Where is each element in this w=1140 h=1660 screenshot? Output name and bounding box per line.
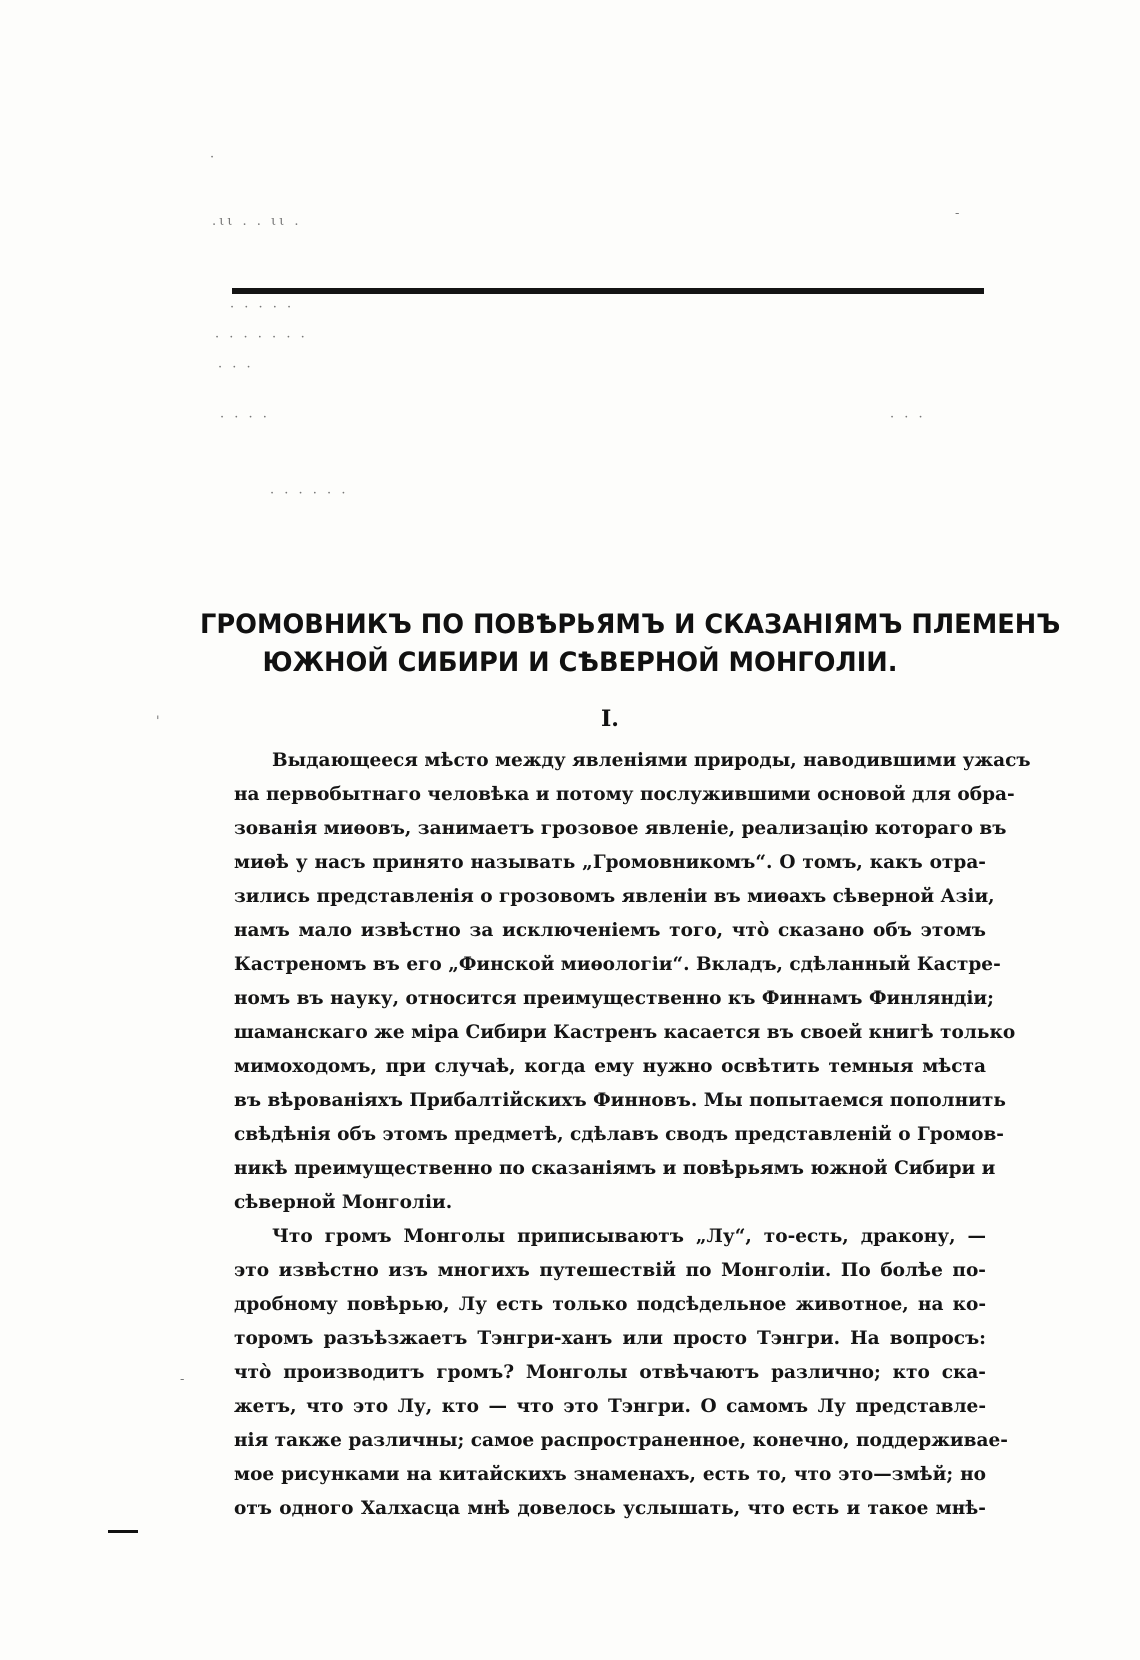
scan-speck: · · · · · · [270,486,349,501]
scan-speck: ' [156,714,160,729]
text-line: свѣдѣнія объ этомъ предметѣ, сдѣлавъ сводъ представленій о Громов- [234,1124,1004,1145]
scan-speck: - [180,1372,185,1387]
text-line: мимоходомъ, при случаѣ, когда ему нужно освѣтить темныя мѣста [234,1056,986,1077]
section-number: I. [601,706,619,732]
text-line: мое рисунками на китайскихъ знаменахъ, есть то, что это—змѣй; но [234,1464,986,1485]
title-line-2: ЮЖНОЙ СИБИРИ И СѢВЕРНОЙ МОНГОЛІИ. [262,647,898,678]
text-line: номъ въ науку, относится преимущественно къ Финнамъ Финляндіи; [234,988,994,1009]
scan-speck: · · · · · · · [215,330,308,345]
margin-mark [108,1530,138,1533]
scan-speck: - [955,206,960,221]
text-line: намъ мало извѣстно за исключеніемъ того, что̀ сказано объ этомъ [234,920,986,941]
text-line: дробному повѣрью, Лу есть только подсѣдельное животное, на ко- [234,1294,986,1315]
text-line: зованія миѳовъ, занимаетъ грозовое явленіе, реализацію котораго въ [234,818,1007,839]
text-line: на первобытнаго человѣка и потому послужившими основой для обра- [234,784,1015,805]
text-line: отъ одного Халхасца мнѣ довелось услышать, что есть и такое мнѣ- [234,1498,986,1519]
text-line: въ вѣрованіяхъ Прибалтійскихъ Финновъ. Мы попытаемся пополнить [234,1090,1006,1111]
text-line: Что громъ Монголы приписываютъ „Лу“, то-есть, дракону, — [272,1226,986,1247]
text-line: что̀ производитъ громъ? Монголы отвѣчаютъ различно; кто ска- [234,1362,986,1383]
text-line: сѣверной Монголіи. [234,1192,453,1213]
text-line: торомъ разъѣзжаетъ Тэнгри-ханъ или просто Тэнгри. На вопросъ: [234,1328,986,1349]
scan-speck: · · · · · [230,300,295,315]
article-title [200,606,1061,682]
title-line-1: ГРОМОВНИКЪ ПО ПОВѢРЬЯМЪ И СКАЗАНІЯМЪ ПЛЕМЕНЪ [200,609,1061,640]
header-rule [232,288,984,294]
scan-speck: · · · · [220,410,270,425]
scan-speck: · · · [890,410,926,425]
text-line: Выдающееся мѣсто между явленіями природы, наводившими ужасъ [272,750,1031,771]
scan-speck: · · · [218,360,254,375]
text-line: зились представленія о грозовомъ явленіи въ миѳахъ сѣверной Азіи, [234,886,995,907]
text-line: Кастреномъ въ его „Финской миѳологіи“. Вкладъ, сдѣланный Кастре- [234,954,1001,975]
text-line: жетъ, что это Лу, кто — что это Тэнгри. О самомъ Лу представле- [234,1396,986,1417]
body-text [234,744,1031,1526]
text-line: это извѣстно изъ многихъ путешествій по Монголіи. По болѣе по- [234,1260,986,1281]
text-line: миѳѣ у насъ принято называть „Громовникомъ“. О томъ, какъ отра- [234,852,986,873]
scan-speck-marks: .ιι . . ιι . [212,214,302,229]
text-line: шаманскаго же міра Сибири Кастренъ касается въ своей книгѣ только [234,1022,1016,1043]
text-line: никѣ преимущественно по сказаніямъ и повѣрьямъ южной Сибири и [234,1158,996,1179]
scan-speck: · [210,150,215,165]
text-line: нія также различны; самое распространенное, конечно, поддерживае- [234,1430,1008,1451]
